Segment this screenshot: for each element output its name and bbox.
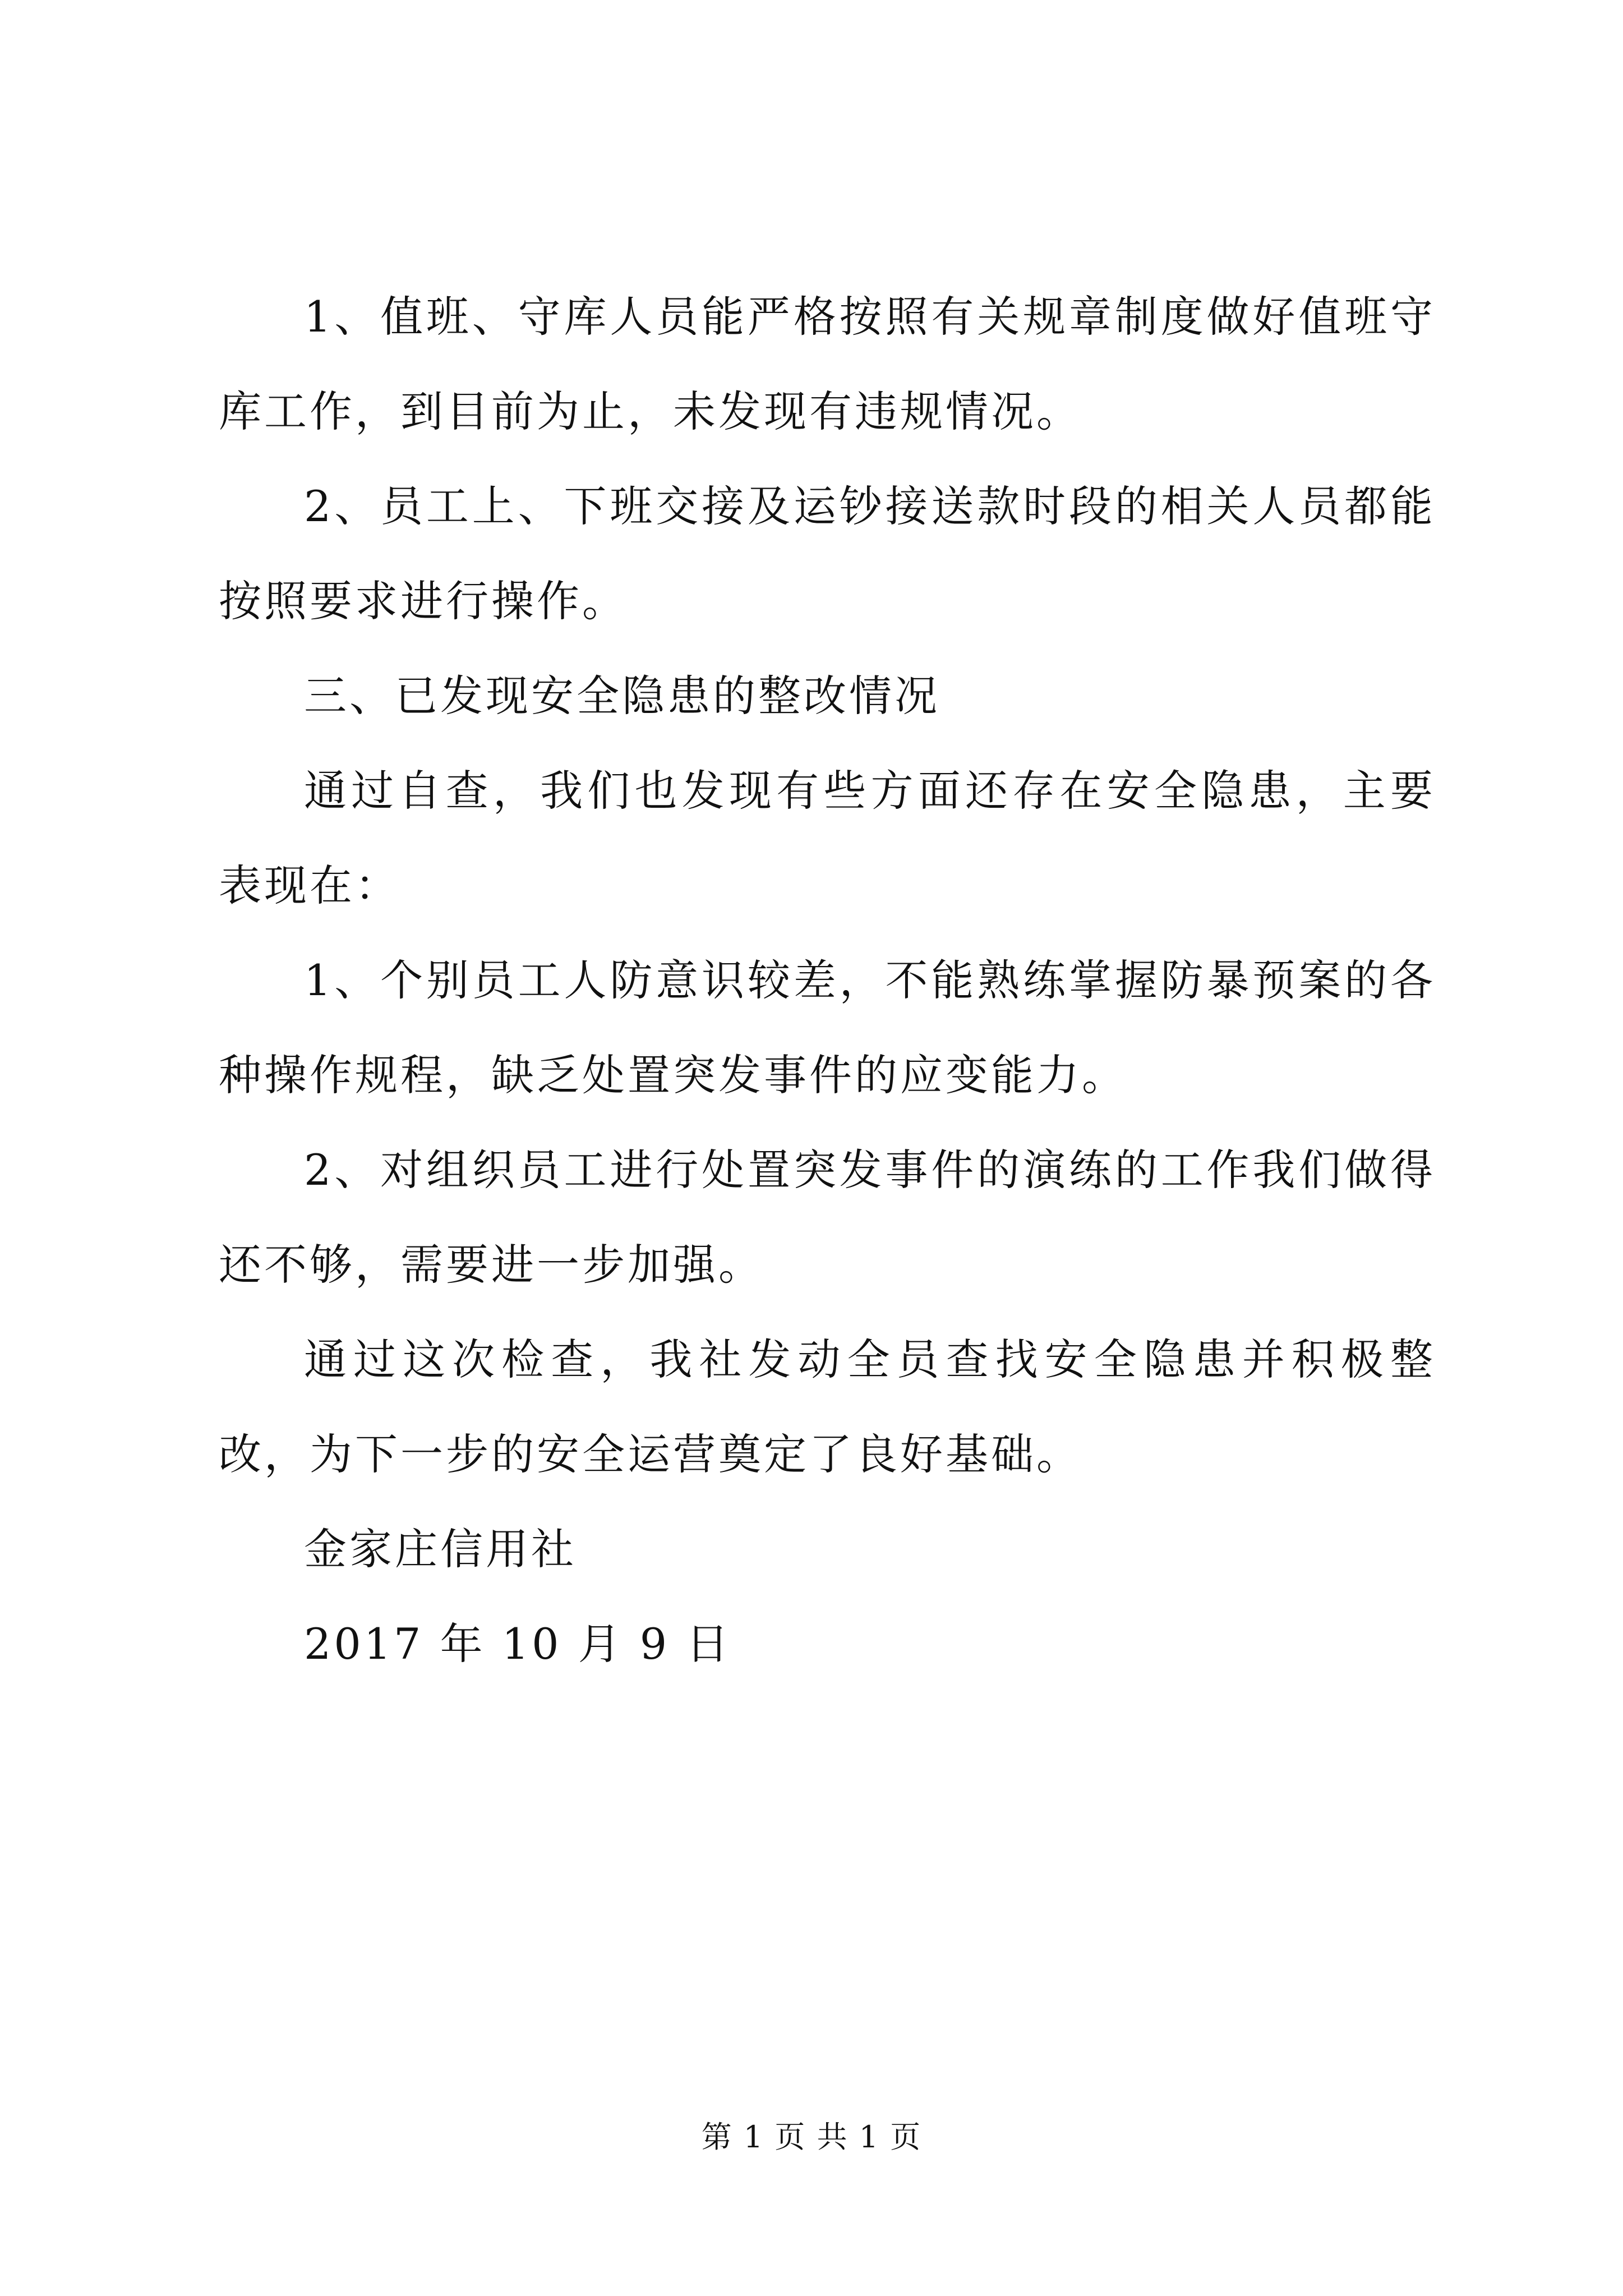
document-body <box>219 269 1436 1691</box>
signature-date: 2017 年 10 月 9 日 <box>304 1619 732 1669</box>
paragraph-self-inspection: 通过自查，我们也发现有些方面还存在安全隐患，主要表现在： <box>219 766 1436 910</box>
paragraph-shift-handover: 2、员工上、下班交接及运钞接送款时段的相关人员都能按照要求进行操作。 <box>219 481 1436 626</box>
paragraph-awareness-issue: 1、个别员工人防意识较差，不能熟练掌握防暴预案的各种操作规程，缺乏处置突发事件的应变能力。 <box>219 955 1436 1100</box>
page-footer: 第 1 页 共 1 页 <box>701 2119 922 2155</box>
paragraph-conclusion: 通过这次检查，我社发动全员查找安全隐患并积极整改，为下一步的安全运营奠定了良好基础。 <box>219 1335 1436 1479</box>
signature-organization: 金家庄信用社 <box>304 1524 577 1574</box>
paragraph-drill-issue: 2、对组织员工进行处置突发事件的演练的工作我们做得还不够，需要进一步加强。 <box>219 1145 1436 1290</box>
section-heading-rectification: 三、已发现安全隐患的整改情况 <box>304 671 940 721</box>
paragraph-duty-guard: 1、值班、守库人员能严格按照有关规章制度做好值班守库工作，到目前为止，未发现有违规情况。 <box>219 292 1436 436</box>
